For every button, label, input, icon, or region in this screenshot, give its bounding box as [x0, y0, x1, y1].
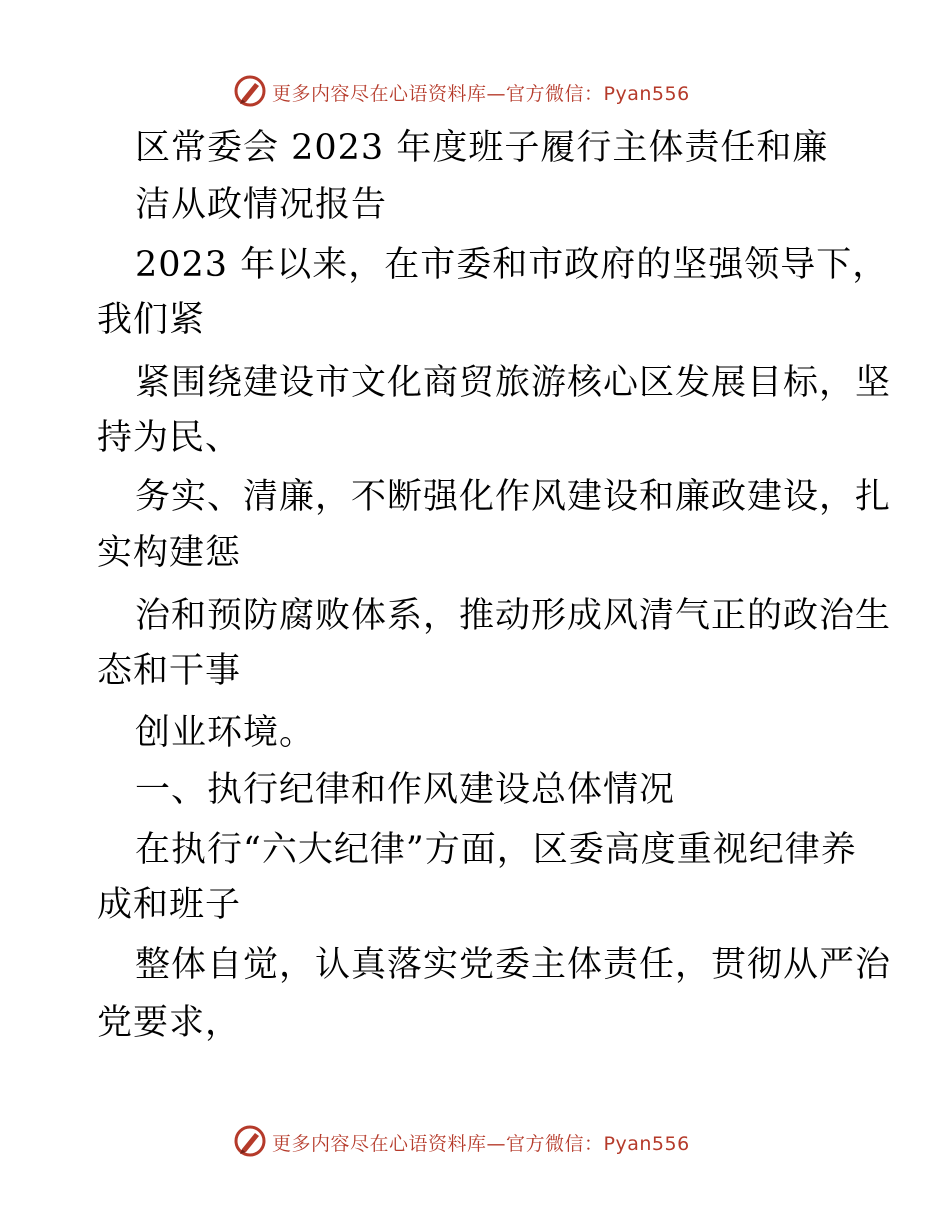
- header-watermark: [0, 70, 950, 110]
- watermark-text: 更多内容尽在心语资料库—官方微信：Pyan556: [272, 1133, 690, 1155]
- paragraph-line: 成和班子: [97, 885, 242, 925]
- title-line-1: 区常委会 2023 年度班子履行主体责任和廉: [135, 128, 829, 168]
- paragraph-line: 我们紧: [97, 300, 206, 340]
- title-line-2: 洁从政情况报告: [135, 185, 388, 225]
- paragraph-line: 实构建惩: [97, 533, 242, 573]
- watermark-text: 更多内容尽在心语资料库—官方微信：Pyan556: [272, 83, 690, 105]
- paragraph-line: 在执行“六大纪律”方面，区委高度重视纪律养: [135, 830, 857, 870]
- section-heading: 一、执行纪律和作风建设总体情况: [135, 770, 676, 810]
- pen-logo-icon: [233, 1124, 267, 1158]
- paragraph-line: 务实、清廉，不断强化作风建设和廉政建设，扎: [135, 477, 892, 517]
- footer-watermark: [0, 1120, 950, 1160]
- paragraph-line: 2023 年以来，在市委和市政府的坚强领导下，: [135, 245, 889, 285]
- paragraph-line: 态和干事: [97, 651, 242, 691]
- paragraph-line: 紧围绕建设市文化商贸旅游核心区发展目标，坚: [135, 363, 892, 403]
- paragraph-line: 持为民、: [97, 418, 242, 458]
- paragraph-line: 党要求，: [97, 1003, 242, 1043]
- pen-logo-icon: [233, 74, 267, 108]
- paragraph-line: 整体自觉，认真落实党委主体责任，贯彻从严治: [135, 945, 892, 985]
- paragraph-line: 创业环境。: [135, 713, 316, 753]
- paragraph-line: 治和预防腐败体系，推动形成风清气正的政治生: [135, 596, 892, 636]
